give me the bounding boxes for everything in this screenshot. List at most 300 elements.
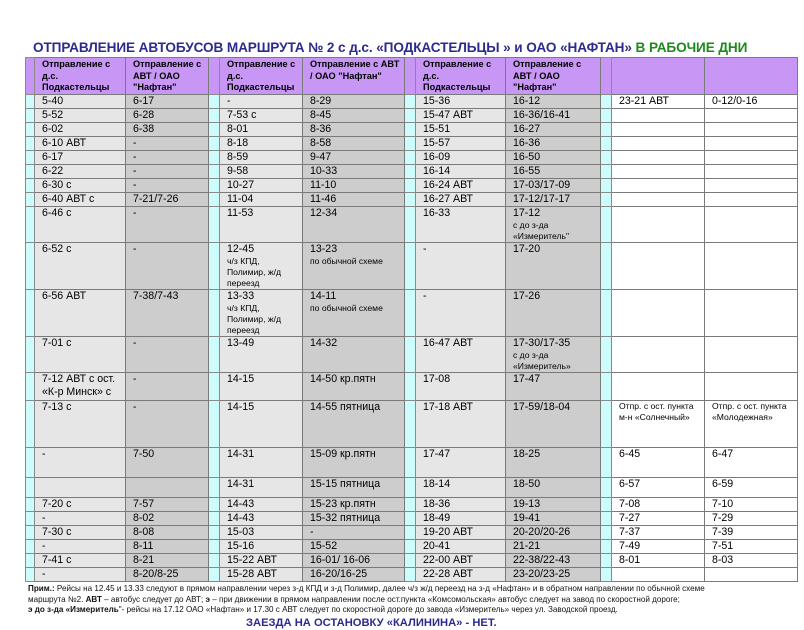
spacer-cell bbox=[26, 289, 35, 336]
time-value: - bbox=[133, 242, 137, 255]
time-cell-c3 bbox=[220, 511, 303, 525]
spacer-cell bbox=[209, 289, 220, 336]
time-cell-c1 bbox=[35, 400, 126, 447]
time-cell-c2 bbox=[126, 122, 209, 136]
time-cell-c6 bbox=[506, 289, 601, 336]
time-cell-c2 bbox=[126, 497, 209, 511]
table-row bbox=[26, 206, 798, 242]
time-value: 6-59 bbox=[712, 477, 734, 490]
time-value: - bbox=[310, 525, 314, 538]
spacer-cell bbox=[601, 525, 612, 539]
time-cell-c2 bbox=[126, 539, 209, 553]
time-cell-c1 bbox=[35, 206, 126, 242]
time-value: 11-10 bbox=[310, 178, 337, 191]
time-value: 16-14 bbox=[423, 164, 451, 177]
time-value: 15-32 пятница bbox=[310, 511, 381, 524]
time-cell-c8 bbox=[705, 206, 798, 242]
header-cell bbox=[705, 58, 798, 95]
spacer-cell bbox=[26, 192, 35, 206]
table-row bbox=[26, 525, 798, 539]
time-cell-c1 bbox=[35, 447, 126, 477]
spacer-cell bbox=[405, 242, 416, 289]
time-cell-c1 bbox=[35, 539, 126, 553]
time-cell-c4 bbox=[303, 150, 405, 164]
spacer-cell bbox=[405, 178, 416, 192]
time-cell-c2 bbox=[126, 447, 209, 477]
route-note: ч/з КПД, Полимир, ж/д переезд bbox=[227, 255, 281, 288]
time-cell-c3 bbox=[220, 192, 303, 206]
time-cell-c2 bbox=[126, 567, 209, 581]
time-cell-c5 bbox=[416, 553, 506, 567]
time-value: 16-09 bbox=[423, 150, 451, 163]
spacer-cell bbox=[26, 400, 35, 447]
time-cell-c4 bbox=[303, 511, 405, 525]
time-value: - bbox=[423, 242, 427, 255]
time-cell-c8 bbox=[705, 94, 798, 108]
time-value: 21-21 bbox=[513, 539, 541, 552]
spacer-cell bbox=[405, 289, 416, 336]
time-value: 8-45 bbox=[310, 108, 332, 121]
time-value: 14-50 кр.пятн bbox=[310, 372, 376, 385]
spacer-cell bbox=[26, 553, 35, 567]
time-cell-c7 bbox=[612, 289, 705, 336]
time-value: 6-17 bbox=[133, 94, 155, 107]
time-cell-c4 bbox=[303, 336, 405, 372]
time-cell-c2 bbox=[126, 553, 209, 567]
spacer-cell bbox=[405, 108, 416, 122]
time-value: 7-27 bbox=[619, 511, 641, 524]
time-value: 16-01/ 16-06 bbox=[310, 553, 371, 566]
time-value: - bbox=[227, 94, 231, 107]
time-value: 6-17 bbox=[42, 150, 64, 163]
time-value: 13-23 bbox=[310, 242, 338, 255]
time-value: 7-38/7-43 bbox=[133, 289, 179, 302]
time-cell-c6 bbox=[506, 372, 601, 400]
time-value: - bbox=[42, 567, 46, 580]
time-value: 9-58 bbox=[227, 164, 249, 177]
note-text: маршрута №2. bbox=[28, 594, 86, 604]
spacer-cell bbox=[209, 192, 220, 206]
spacer-cell bbox=[405, 511, 416, 525]
time-cell-c1 bbox=[35, 477, 126, 497]
header-cell: Отправление с д.с. Подкастельцы bbox=[220, 58, 303, 95]
time-value: 14-15 bbox=[227, 400, 255, 413]
spacer-cell bbox=[405, 150, 416, 164]
time-value: 6-38 bbox=[133, 122, 155, 135]
time-value: 18-36 bbox=[423, 497, 451, 510]
time-cell-c3 bbox=[220, 122, 303, 136]
spacer-cell bbox=[405, 192, 416, 206]
spacer-cell bbox=[209, 206, 220, 242]
spacer-cell bbox=[26, 242, 35, 289]
time-cell-c3 bbox=[220, 372, 303, 400]
time-cell-c5 bbox=[416, 400, 506, 447]
time-value: 17-26 bbox=[513, 289, 541, 302]
time-cell-c3 bbox=[220, 553, 303, 567]
time-value: 8-02 bbox=[133, 511, 155, 524]
notes-block bbox=[28, 584, 705, 630]
time-cell-c1 bbox=[35, 525, 126, 539]
spacer-cell bbox=[601, 136, 612, 150]
time-cell-c4 bbox=[303, 553, 405, 567]
time-value: 18-49 bbox=[423, 511, 451, 524]
time-cell-c2 bbox=[126, 206, 209, 242]
time-cell-c5 bbox=[416, 178, 506, 192]
time-value: 7-01 с bbox=[42, 336, 72, 349]
time-cell-c8 bbox=[705, 539, 798, 553]
spacer-cell bbox=[601, 242, 612, 289]
time-value: 16-36 bbox=[513, 136, 541, 149]
spacer-cell bbox=[405, 497, 416, 511]
time-value: 7-20 с bbox=[42, 497, 72, 510]
time-value: - bbox=[133, 372, 137, 385]
time-cell-c3 bbox=[220, 136, 303, 150]
time-cell-c4 bbox=[303, 372, 405, 400]
time-cell-c5 bbox=[416, 525, 506, 539]
time-value: 11-04 bbox=[227, 192, 254, 205]
time-cell-c7 bbox=[612, 192, 705, 206]
time-cell-c3 bbox=[220, 94, 303, 108]
spacer-cell bbox=[405, 567, 416, 581]
spacer-cell bbox=[405, 372, 416, 400]
spacer-cell bbox=[405, 94, 416, 108]
time-cell-c1 bbox=[35, 164, 126, 178]
time-value: 23-20/23-25 bbox=[513, 567, 571, 580]
time-value: 16-12 bbox=[513, 94, 541, 107]
time-value: 14-55 пятница bbox=[310, 400, 381, 413]
time-value: 7-50 bbox=[133, 447, 155, 460]
time-cell-c6 bbox=[506, 497, 601, 511]
spacer-cell bbox=[26, 136, 35, 150]
spacer-cell bbox=[405, 400, 416, 447]
time-value: 5-52 bbox=[42, 108, 64, 121]
time-value: 8-36 bbox=[310, 122, 332, 135]
time-cell-c3 bbox=[220, 150, 303, 164]
time-cell-c4 bbox=[303, 447, 405, 477]
table-row bbox=[26, 553, 798, 567]
time-value: 15-47 АВТ bbox=[423, 108, 473, 121]
time-value: 7-21/7-26 bbox=[133, 192, 179, 205]
time-value: 13-49 bbox=[227, 336, 255, 349]
time-cell-c7 bbox=[612, 178, 705, 192]
time-value: - bbox=[133, 136, 137, 149]
time-cell-c6 bbox=[506, 242, 601, 289]
route-note: по обычной схеме bbox=[310, 255, 383, 266]
spacer-cell bbox=[405, 136, 416, 150]
time-value: Отпр. с ост. пункта «Молодежная» bbox=[712, 400, 787, 422]
time-cell-c8 bbox=[705, 372, 798, 400]
time-cell-c8 bbox=[705, 497, 798, 511]
table-row bbox=[26, 242, 798, 289]
spacer-cell bbox=[405, 447, 416, 477]
time-cell-c2 bbox=[126, 242, 209, 289]
time-cell-c2 bbox=[126, 525, 209, 539]
time-cell-c7 bbox=[612, 567, 705, 581]
time-cell-c1 bbox=[35, 567, 126, 581]
table-row bbox=[26, 289, 798, 336]
time-cell-c5 bbox=[416, 108, 506, 122]
time-cell-c3 bbox=[220, 289, 303, 336]
time-cell-c1 bbox=[35, 150, 126, 164]
header-cell: Отправление с д.с. Подкастельцы bbox=[416, 58, 506, 95]
time-value: 6-57 bbox=[619, 477, 641, 490]
table-row bbox=[26, 94, 798, 108]
note-label: Прим.: bbox=[28, 584, 55, 593]
table-row bbox=[26, 447, 798, 477]
note-label: э до з-да «Измеритель bbox=[28, 605, 119, 614]
table-row bbox=[26, 150, 798, 164]
title-days: В РАБОЧИЕ ДНИ bbox=[635, 40, 748, 55]
spacer-cell bbox=[26, 372, 35, 400]
time-cell-c4 bbox=[303, 289, 405, 336]
spacer-cell bbox=[209, 108, 220, 122]
time-cell-c6 bbox=[506, 108, 601, 122]
spacer-cell bbox=[209, 136, 220, 150]
spacer-cell bbox=[601, 150, 612, 164]
time-value: 12-34 bbox=[310, 206, 338, 219]
time-value: 7-53 с bbox=[227, 108, 257, 121]
time-value: 6-28 bbox=[133, 108, 155, 121]
time-value: 7-29 bbox=[712, 511, 734, 524]
time-value: 8-08 bbox=[133, 525, 155, 538]
table-row bbox=[26, 136, 798, 150]
final-notice: ЗАЕЗДА НА ОСТАНОВКУ «КАЛИНИНА» - НЕТ. bbox=[246, 616, 497, 629]
time-value: 22-38/22-43 bbox=[513, 553, 571, 566]
time-cell-c6 bbox=[506, 192, 601, 206]
time-value: 16-33 bbox=[423, 206, 451, 219]
table-row bbox=[26, 178, 798, 192]
route-note: по обычной схеме bbox=[310, 302, 383, 313]
time-value: 22-28 АВТ bbox=[423, 567, 473, 580]
time-cell-c3 bbox=[220, 539, 303, 553]
time-cell-c5 bbox=[416, 539, 506, 553]
time-value: 13-33 bbox=[227, 289, 255, 302]
time-value: 6-30 с bbox=[42, 178, 72, 191]
spacer-cell bbox=[601, 447, 612, 477]
time-value: 15-28 АВТ bbox=[227, 567, 277, 580]
time-cell-c7 bbox=[612, 447, 705, 477]
time-value: 8-58 bbox=[310, 136, 332, 149]
time-value: 0-12/0-16 bbox=[712, 94, 758, 107]
time-cell-c6 bbox=[506, 178, 601, 192]
spacer-cell bbox=[209, 150, 220, 164]
time-cell-c8 bbox=[705, 150, 798, 164]
note-line-2 bbox=[28, 595, 705, 606]
time-cell-c2 bbox=[126, 400, 209, 447]
note-text: "- рейсы на 17.12 ОАО «Нафтан» и 17.30 с АВТ следует по скоростной дороге до завода «Измеритель» через ул. Заводской проезд. bbox=[118, 605, 618, 614]
time-cell-c5 bbox=[416, 497, 506, 511]
spacer-cell bbox=[209, 336, 220, 372]
time-cell-c5 bbox=[416, 122, 506, 136]
time-value: 6-40 АВТ с bbox=[42, 192, 95, 205]
spacer-cell bbox=[26, 122, 35, 136]
spacer-cell bbox=[26, 58, 35, 95]
time-value: 7-13 с bbox=[42, 400, 72, 413]
time-value: 20-41 bbox=[423, 539, 451, 552]
time-value: 19-13 bbox=[513, 497, 541, 510]
time-cell-c7 bbox=[612, 242, 705, 289]
spacer-cell bbox=[26, 567, 35, 581]
header-cell: Отправление с АВТ / ОАО "Нафтан" bbox=[126, 58, 209, 95]
time-cell-c7 bbox=[612, 164, 705, 178]
time-value: - bbox=[133, 164, 137, 177]
time-value: 14-31 bbox=[227, 447, 255, 460]
time-value: 8-21 bbox=[133, 553, 155, 566]
time-cell-c3 bbox=[220, 336, 303, 372]
time-cell-c1 bbox=[35, 192, 126, 206]
time-value: 7-57 bbox=[133, 497, 155, 510]
time-value: 17-20 bbox=[513, 242, 541, 255]
spacer-cell bbox=[601, 372, 612, 400]
time-cell-c4 bbox=[303, 206, 405, 242]
time-cell-c6 bbox=[506, 477, 601, 497]
time-cell-c2 bbox=[126, 289, 209, 336]
time-value: 22-00 АВТ bbox=[423, 553, 473, 566]
time-value: 17-18 АВТ bbox=[423, 400, 473, 413]
time-cell-c2 bbox=[126, 164, 209, 178]
time-cell-c7 bbox=[612, 336, 705, 372]
time-value: 7-10 bbox=[712, 497, 734, 510]
time-cell-c7 bbox=[612, 477, 705, 497]
time-cell-c6 bbox=[506, 136, 601, 150]
time-cell-c7 bbox=[612, 94, 705, 108]
note-line-3 bbox=[28, 605, 705, 616]
time-cell-c6 bbox=[506, 539, 601, 553]
spacer-cell bbox=[209, 447, 220, 477]
time-value: - bbox=[42, 447, 46, 460]
time-cell-c2 bbox=[126, 372, 209, 400]
time-value: 7-30 с bbox=[42, 525, 72, 538]
spacer-cell bbox=[209, 242, 220, 289]
time-value: 14-43 bbox=[227, 511, 255, 524]
time-value: 16-27 bbox=[513, 122, 541, 135]
time-value: 17-03/17-09 bbox=[513, 178, 571, 191]
time-value: 10-27 bbox=[227, 178, 255, 191]
time-value: - bbox=[133, 150, 137, 163]
spacer-cell bbox=[209, 122, 220, 136]
time-value: 10-33 bbox=[310, 164, 338, 177]
time-cell-c3 bbox=[220, 477, 303, 497]
time-cell-c1 bbox=[35, 553, 126, 567]
time-cell-c3 bbox=[220, 164, 303, 178]
time-value: 7-41 с bbox=[42, 553, 72, 566]
time-value: 14-11 bbox=[310, 289, 337, 302]
route-note: с до з-да «Измеритель» bbox=[513, 349, 571, 371]
time-value: 7-39 bbox=[712, 525, 734, 538]
time-value: 5-40 bbox=[42, 94, 64, 107]
spacer-cell bbox=[601, 122, 612, 136]
spacer-cell bbox=[209, 553, 220, 567]
spacer-cell bbox=[209, 372, 220, 400]
time-cell-c5 bbox=[416, 94, 506, 108]
spacer-cell bbox=[405, 477, 416, 497]
time-cell-c1 bbox=[35, 242, 126, 289]
spacer-cell bbox=[405, 553, 416, 567]
table-row bbox=[26, 192, 798, 206]
time-value: 15-57 bbox=[423, 136, 451, 149]
time-value: 15-09 кр.пятн bbox=[310, 447, 376, 460]
spacer-cell bbox=[26, 164, 35, 178]
route-note: с до з-да «Измеритель" bbox=[513, 219, 570, 241]
spacer-cell bbox=[209, 539, 220, 553]
time-cell-c5 bbox=[416, 164, 506, 178]
time-value: 8-01 bbox=[619, 553, 641, 566]
time-value: 16-24 АВТ bbox=[423, 178, 473, 191]
time-value: 6-47 bbox=[712, 447, 734, 460]
time-cell-c7 bbox=[612, 206, 705, 242]
note-text: – автобус следует до АВТ; bbox=[101, 594, 206, 604]
spacer-cell bbox=[209, 477, 220, 497]
time-cell-c8 bbox=[705, 242, 798, 289]
time-cell-c3 bbox=[220, 525, 303, 539]
spacer-cell bbox=[209, 58, 220, 95]
note-line-1 bbox=[28, 584, 705, 595]
time-value: 8-03 bbox=[712, 553, 734, 566]
note-abbr-e: э bbox=[205, 594, 210, 604]
spacer-cell bbox=[26, 477, 35, 497]
time-value: 9-47 bbox=[310, 150, 332, 163]
table-row bbox=[26, 400, 798, 447]
spacer-cell bbox=[405, 525, 416, 539]
time-value: 18-14 bbox=[423, 477, 451, 490]
time-value: 14-32 bbox=[310, 336, 338, 349]
time-value: 17-47 bbox=[423, 447, 451, 460]
spacer-cell bbox=[601, 192, 612, 206]
time-value: 15-52 bbox=[310, 539, 338, 552]
time-cell-c2 bbox=[126, 150, 209, 164]
time-cell-c4 bbox=[303, 497, 405, 511]
spacer-cell bbox=[26, 108, 35, 122]
time-value: 11-53 bbox=[227, 206, 254, 219]
time-value: 14-31 bbox=[227, 477, 255, 490]
spacer-cell bbox=[405, 539, 416, 553]
time-value: 16-27 АВТ bbox=[423, 192, 473, 205]
time-cell-c1 bbox=[35, 289, 126, 336]
time-cell-c6 bbox=[506, 94, 601, 108]
spacer-cell bbox=[601, 289, 612, 336]
time-value: 15-23 кр.пятн bbox=[310, 497, 376, 510]
time-cell-c4 bbox=[303, 178, 405, 192]
spacer-cell bbox=[26, 206, 35, 242]
time-value: 7-51 bbox=[712, 539, 734, 552]
time-cell-c5 bbox=[416, 150, 506, 164]
spacer-cell bbox=[405, 164, 416, 178]
spacer-cell bbox=[209, 178, 220, 192]
time-value: 8-59 bbox=[227, 150, 249, 163]
route-note: ч/з КПД, Полимир, ж/д переезд bbox=[227, 302, 281, 335]
time-cell-c3 bbox=[220, 400, 303, 447]
spacer-cell bbox=[26, 447, 35, 477]
spacer-cell bbox=[601, 206, 612, 242]
time-value: 14-15 bbox=[227, 372, 255, 385]
spacer-cell bbox=[209, 400, 220, 447]
time-value: 17-30/17-35 bbox=[513, 336, 571, 349]
note-text: Рейсы на 12.45 и 13.33 следуют в прямом направлении через з-д КПД и з-д Полимир, далее ч/з ж/д переезд на з-д «Нафтан» и в обратном направлении по обычной схеме bbox=[54, 584, 705, 593]
spacer-cell bbox=[26, 94, 35, 108]
time-cell-c6 bbox=[506, 206, 601, 242]
note-abbr-avt: АВТ bbox=[85, 594, 102, 604]
time-cell-c2 bbox=[126, 511, 209, 525]
time-cell-c7 bbox=[612, 497, 705, 511]
time-cell-c3 bbox=[220, 108, 303, 122]
time-value: 16-50 bbox=[513, 150, 541, 163]
time-cell-c5 bbox=[416, 289, 506, 336]
time-value: 7-08 bbox=[619, 497, 641, 510]
time-cell-c8 bbox=[705, 447, 798, 477]
time-value: 11-46 bbox=[310, 192, 337, 205]
time-value: - bbox=[133, 206, 137, 219]
time-cell-c7 bbox=[612, 136, 705, 150]
